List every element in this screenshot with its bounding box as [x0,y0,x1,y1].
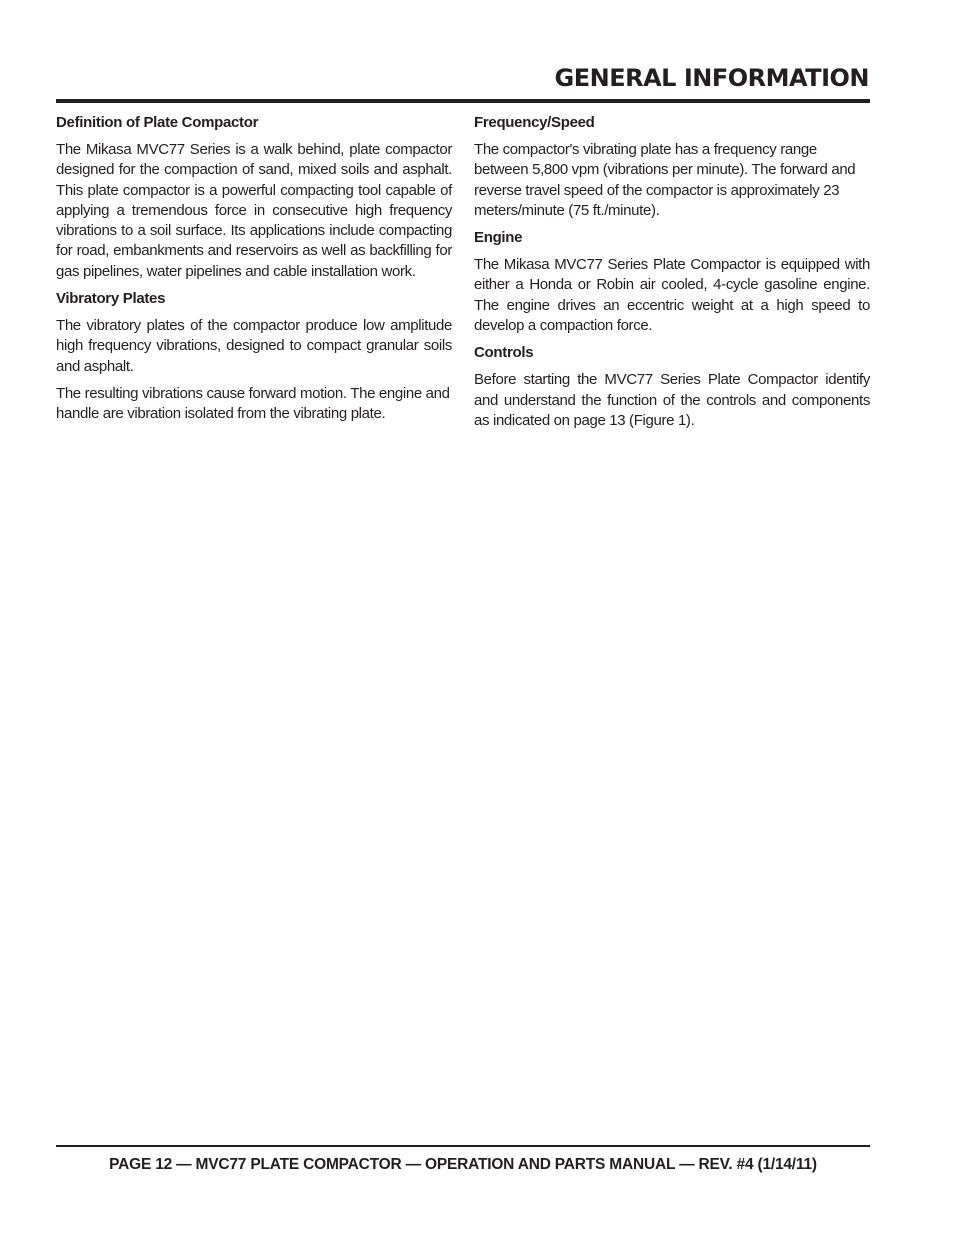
right-column [474,113,870,438]
left-column [56,113,452,432]
section-engine [474,228,870,336]
page-title: GENERAL INFORMATION [554,64,869,92]
vibratory-plates-paragraph-1: The vibratory plates of the compactor produce low amplitude high frequency vibrations, designed to compact granular soils and asphalt. [56,317,452,375]
controls-paragraph: Before starting the MVC77 Series Plate Compactor identify and understand the function of the controls and components as indicated on page 13 (Figure 1). [474,371,870,429]
engine-paragraph: The Mikasa MVC77 Series Plate Compactor is equipped with either a Honda or Robin air cooled, 4-cycle gasoline engine. The engine drives an eccentric weight at a high speed to develop a compaction force. [474,256,870,335]
header-divider [56,99,870,103]
vibratory-plates-heading: Vibratory Plates [56,290,166,308]
section-definition [56,113,452,282]
section-controls [474,343,870,431]
frequency-paragraph: The compactor's vibrating plate has a frequency range between 5,800 vpm (vibrations per minute). The forward and reverse travel speed of the compactor is approximately 23 meters/minute (75 ft./minute). [474,141,856,219]
engine-heading: Engine [474,229,523,247]
section-vibratory-plates [56,289,452,424]
section-frequency [474,113,870,221]
definition-paragraph: The Mikasa MVC77 Series is a walk behind, plate compactor designed for the compaction of sand, mixed soils and asphalt. This plate compactor is a powerful compacting tool capable of applying a tremendous force in consecutive high frequency vibrations to a soil surface. Its applications include compacting for road, embankments and reservoirs as well as backfilling for gas pipelines, water pipelines and cable installation work. [56,141,452,280]
controls-heading: Controls [474,344,534,362]
page-footer: PAGE 12 — MVC77 PLATE COMPACTOR — OPERATION AND PARTS MANUAL — REV. #4 (1/14/11) [109,1156,817,1173]
footer-divider [56,1145,870,1147]
frequency-heading: Frequency/Speed [474,114,595,131]
definition-heading: Definition of Plate Compactor [56,114,259,131]
vibratory-plates-paragraph-2: The resulting vibrations cause forward motion. The engine and handle are vibration isolated from the vibrating plate. [56,384,450,423]
